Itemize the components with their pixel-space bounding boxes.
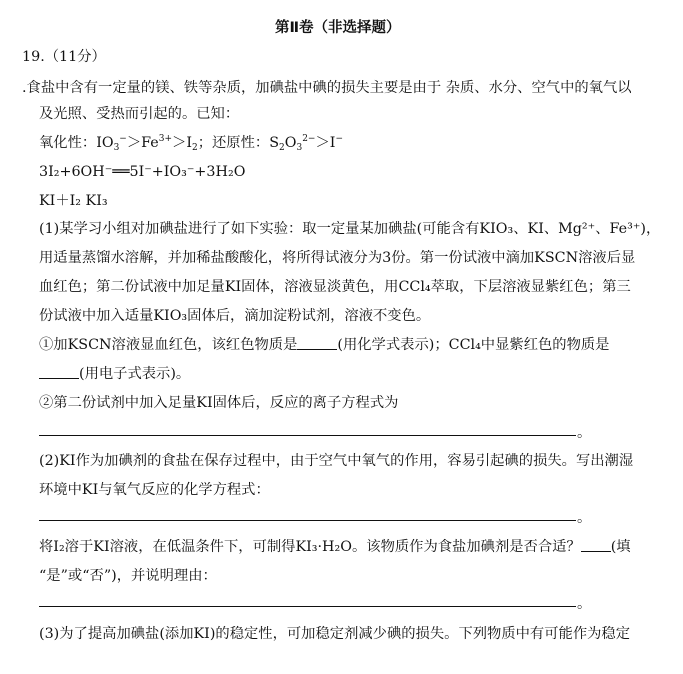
end-mark: 。: [577, 425, 592, 441]
part2-line-2: 环境中KI与氧气反应的化学方程式：: [39, 482, 270, 498]
oxidation-reduction-order: 氧化性：$IO_3^->Fe^{3+}>I_2$；还原性：$S_2O_3^{2-}>I^-$: [39, 134, 343, 153]
equation-1: 3I₂+6OH⁻══5I⁻+IO₃⁻+3H₂O: [39, 164, 246, 180]
part2-line-3-text-a: 将I₂溶于KI溶液，在低温条件下，可制得KI₃·H₂O。该物质作为食盐加碘剂是否合适？: [39, 539, 581, 555]
intro-line-1: .食盐中含有一定量的镁、铁等杂质，加碘盐中碘的损失主要是由于 杂质、水分、空气中的氧气以: [22, 80, 632, 96]
answer-blank-yes-no[interactable]: [581, 537, 611, 552]
end-mark: 。: [577, 596, 592, 612]
answer-line-chemical-equation[interactable]: [39, 520, 576, 521]
answer-line-reason[interactable]: [39, 606, 576, 607]
part1-line-1: (1)某学习小组对加碘盐进行了如下实验：取一定量某加碘盐(可能含有KIO₃、KI、Mg²⁺、Fe³⁺)，: [39, 221, 661, 237]
part1-q1-text-a: ①加KSCN溶液显血红色，该红色物质是: [39, 337, 298, 353]
part1-q1-text-c: (用电子式表示)。: [79, 366, 191, 382]
intro-line-2: 及光照、受热而引起的。已知：: [39, 106, 240, 122]
answer-blank-red-substance[interactable]: [297, 335, 337, 350]
part2-line-3: [39, 537, 631, 557]
answer-line-ionic-equation[interactable]: [39, 435, 576, 436]
reducing-label: ；还原性：: [197, 135, 270, 151]
question-score: （11分）: [44, 49, 106, 65]
oxidizing-label: 氧化性：: [39, 135, 97, 151]
part1-q1-text-b: (用化学式表示)；CCl₄中显紫红色的物质是: [337, 337, 610, 353]
question-header: [22, 47, 106, 67]
part1-line-4: 份试液中加入适量KIO₃固体后，滴加淀粉试剂，溶液不变色。: [39, 308, 431, 324]
part1-q2: ②第二份试剂中加入足量KI固体后，反应的离子方程式为: [39, 395, 399, 411]
part2-line-1: (2)KI作为加碘剂的食盐在保存过程中，由于空气中氧气的作用，容易引起碘的损失。写出潮湿: [39, 453, 634, 469]
answer-blank-purple-substance[interactable]: [39, 364, 79, 379]
part2-line-3-text-b: (填: [610, 539, 631, 555]
part1-q1: [39, 335, 609, 355]
part1-line-2: 用适量蒸馏水溶解，并加稀盐酸酸化，将所得试液分为3份。第一份试液中滴加KSCN溶液后显: [39, 250, 636, 266]
equation-2: KI＋I₂ KI₃: [39, 193, 108, 209]
section-title: 第Ⅱ卷（非选择题）: [275, 20, 401, 36]
end-mark: 。: [577, 510, 592, 526]
part2-line-4: “是”或“否”)，并说明理由：: [39, 568, 217, 584]
part1-line-3: 血红色；第二份试液中加足量KI固体，溶液显淡黄色，用CCl₄萃取，下层溶液显紫红色；第三: [39, 279, 631, 295]
part1-q1-cont: [39, 364, 190, 384]
part3-line-1: (3)为了提高加碘盐(添加KI)的稳定性，可加稳定剂减少碘的损失。下列物质中有可能作为稳定: [39, 626, 631, 642]
question-number: 19.: [22, 49, 45, 65]
